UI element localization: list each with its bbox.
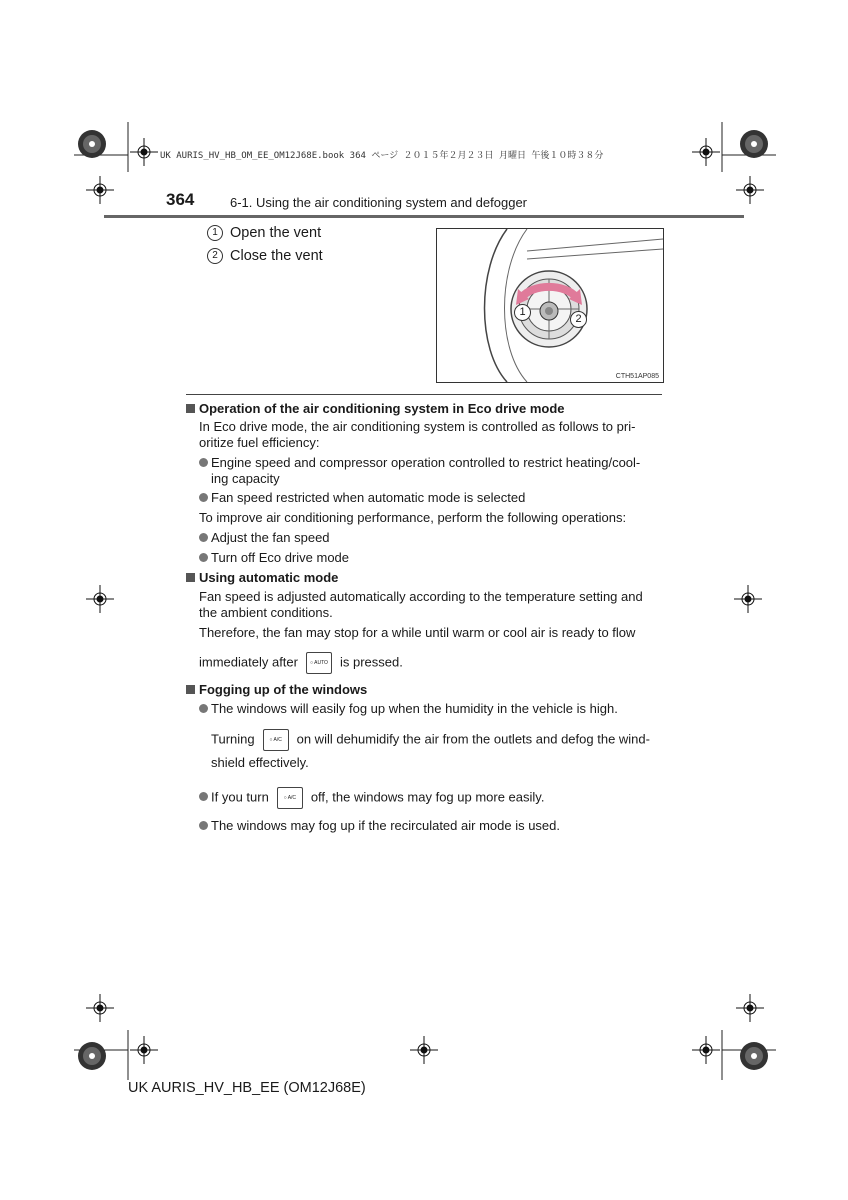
fog-bullet-1: The windows will easily fog up when the humidity in the vehicle is high. [199, 701, 618, 717]
page-number: 364 [166, 190, 195, 209]
eco-bullet-1: Engine speed and compressor operation controlled to restrict heating/cool- [199, 455, 640, 471]
fog-turning-cont: shield effectively. [211, 755, 309, 770]
bullet-icon [199, 792, 208, 801]
header-rule [104, 215, 744, 218]
square-marker-icon [186, 404, 195, 413]
step-open-vent [207, 225, 321, 241]
step-close-vent [207, 248, 323, 264]
eco-intro-line-1: In Eco drive mode, the air conditioning system is controlled as follows to pri- [199, 419, 636, 434]
section-title: 6-1. Using the air conditioning system and defogger [230, 195, 528, 210]
ac-button-icon: ○ A/C [263, 729, 289, 751]
square-marker-icon [186, 573, 195, 582]
heading-fogging: Fogging up of the windows [186, 682, 367, 698]
ac-button-icon: ○ A/C [277, 787, 303, 809]
heading-automatic-mode: Using automatic mode [186, 570, 338, 586]
vent-illustration [436, 228, 664, 383]
separator-rule [186, 394, 662, 395]
bullet-icon [199, 458, 208, 467]
auto-button-icon: ○ AUTO [306, 652, 332, 674]
heading-eco-mode: Operation of the air conditioning system in Eco drive mode [186, 401, 565, 417]
bullet-icon [199, 533, 208, 542]
fog-bullet-3: The windows may fog up if the recirculated air mode is used. [199, 818, 560, 834]
fog-turning-line: Turning ○ A/C on will dehumidify the air from the outlets and defog the wind- [211, 729, 650, 751]
eco-bullet-3: Adjust the fan speed [199, 530, 330, 546]
eco-bullet-1-cont: ing capacity [211, 471, 280, 486]
figure-code: CTH51AP085 [615, 373, 659, 380]
callout-marker-2: 2 [570, 311, 587, 328]
step-label: Open the vent [230, 225, 322, 241]
auto-line-1: Fan speed is adjusted automatically according to the temperature setting and [199, 589, 643, 604]
bullet-icon [199, 553, 208, 562]
vent-drawing [437, 229, 663, 382]
auto-line-3: Therefore, the fan may stop for a while until warm or cool air is ready to flow [199, 625, 636, 640]
auto-line-4: immediately after ○ AUTO is pressed. [199, 652, 403, 674]
callout-marker-1: 1 [514, 304, 531, 321]
footer-model-code: UK AURIS_HV_HB_EE (OM12J68E) [128, 1080, 366, 1096]
bullet-icon [199, 704, 208, 713]
bullet-icon [199, 821, 208, 830]
square-marker-icon [186, 685, 195, 694]
auto-line-2: the ambient conditions. [199, 605, 333, 620]
eco-intro-line-2: oritize fuel efficiency: [199, 435, 320, 450]
fog-bullet-2: If you turn ○ A/C off, the windows may fog up more easily. [199, 787, 544, 809]
eco-improve: To improve air conditioning performance, perform the following operations: [199, 510, 627, 525]
eco-bullet-4: Turn off Eco drive mode [199, 550, 349, 566]
print-slug-line: UK AURIS_HV_HB_OM_EE_OM12J68E.book 364 ページ ２０１５年２月２３日 月曜日 午後１０時３８分 [160, 151, 604, 161]
step-number: 1 [207, 225, 223, 241]
eco-bullet-2: Fan speed restricted when automatic mode is selected [199, 490, 525, 506]
bullet-icon [199, 493, 208, 502]
step-label: Close the vent [230, 248, 323, 264]
step-number: 2 [207, 248, 223, 264]
